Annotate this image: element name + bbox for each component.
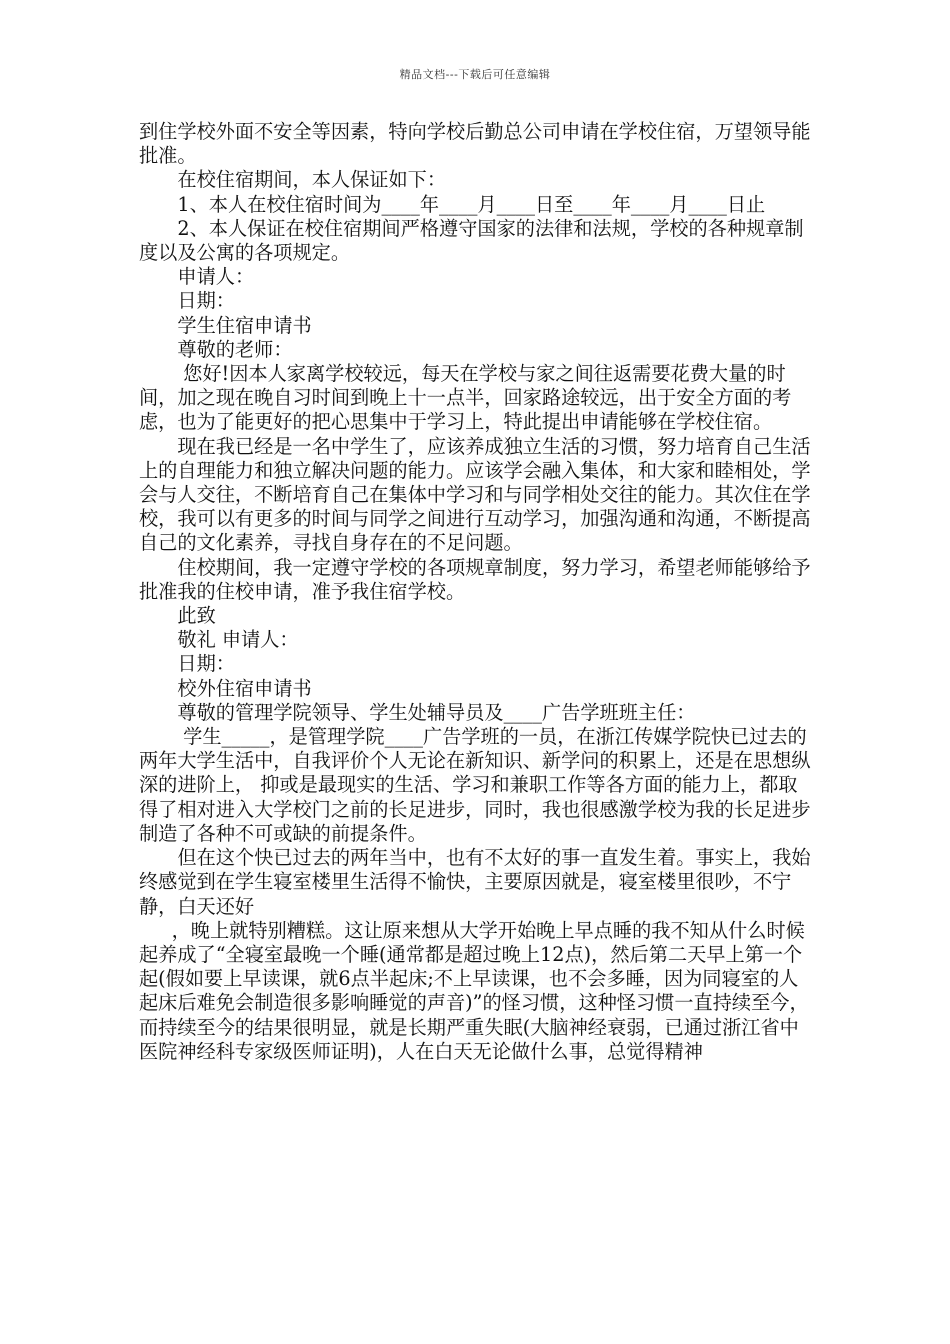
paragraph-9: 您好!因本人家离学校较远，每天在学校与家之间往返需要花费大量的时间，加之现在晚自习时间到晚上十一点半，回家路途较远，出于安全方面的考虑，也为了能更好的把心思集中于学习上，特此提出申请能够在学校住宿。 (139, 362, 792, 434)
section-title-student-housing: 学生住宿申请书 (177, 313, 312, 337)
salutation-teacher: 尊敬的老师： (177, 337, 293, 361)
document-body (139, 120, 811, 1064)
section-title-offcampus: 校外住宿申请书 (177, 676, 312, 700)
closing-jingli: 敬礼 申请人： (177, 628, 299, 652)
paragraph-19: ，晚上就特别糟糕。这让原来想从大学开始晚上早点睡的我不知从什么时候起养成了“全寝室最晚一个睡(通常都是超过晚上12点)，然后第二天早上第一个起(假如要上早读课，就6点半起床;不上早读课，也不会多睡，因为同寝室的人起床后难免会制造很多影响睡觉的声音)”的怪习惯，这种怪习惯一直持续至今，而持续至今的结果很明显，就是长期严重失眠(大脑神经衰弱，已通过浙江省中医院神经科专家级医师证明)，人在白天无论做什么事，总觉得精神 (139, 918, 809, 1063)
paragraph-1: 到住学校外面不安全等因素，特向学校后勤总公司申请在学校住宿，万望领导能批准。 (139, 120, 811, 168)
date-label: 日期： (177, 289, 235, 313)
paragraph-2: 在校住宿期间，本人保证如下： (177, 168, 447, 192)
paragraph-4: 2、本人保证在校住宿期间严格遵守国家的法律和法规，学校的各种规章制度以及公寓的各项规定。 (139, 216, 804, 265)
applicant-label: 申请人： (177, 265, 255, 289)
paragraph-17: 学生_____，是管理学院____广告学班的一员，在浙江传媒学院快已过去的两年大学生活中，自我评价个人无论在新知识、新学问的积累上，还是在思想纵深的进阶上， 抑或是最现实的生活、学习和兼职工作等各方面的能力上，都取得了相对进入大学校门之前的长足进步，同时，我也很感激学校为我的长足进步制造了各种不可或缺的前提条件。 (139, 725, 811, 845)
page-header: 精品文档---下载后可任意编辑 (399, 68, 551, 81)
closing-ciz: 此致 (177, 604, 216, 628)
paragraph-11: 住校期间，我一定遵守学校的各项规章制度，努力学习，希望老师能够给予批准我的住校申请，准予我住宿学校。 (139, 555, 811, 603)
date-label-2: 日期： (177, 652, 235, 676)
paragraph-18: 但在这个快已过去的两年当中，也有不太好的事一直发生着。事实上，我始终感觉到在学生寝室楼里生活得不愉快，主要原因就是，寝室楼里很吵，不宁静，白天还好 (139, 846, 811, 918)
salutation-leaders: 尊敬的管理学院领导、学生处辅导员及____广告学班班主任： (177, 700, 696, 724)
paragraph-10: 现在我已经是一名中学生了，应该养成独立生活的习惯，努力培育自己生活上的自理能力和独立解决问题的能力。应该学会融入集体，和大家和睦相处，学会与人交往，不断培育自己在集体中学习和与同学相处交往的能力。其次住在学校，我可以有更多的时间与同学之间进行互动学习，加强沟通和沟通，不断提高自己的文化素养，寻找自身存在的不足问题。 (139, 434, 811, 555)
paragraph-3: 1、本人在校住宿时间为____年____月____日至____年____月____日止 (177, 192, 766, 216)
